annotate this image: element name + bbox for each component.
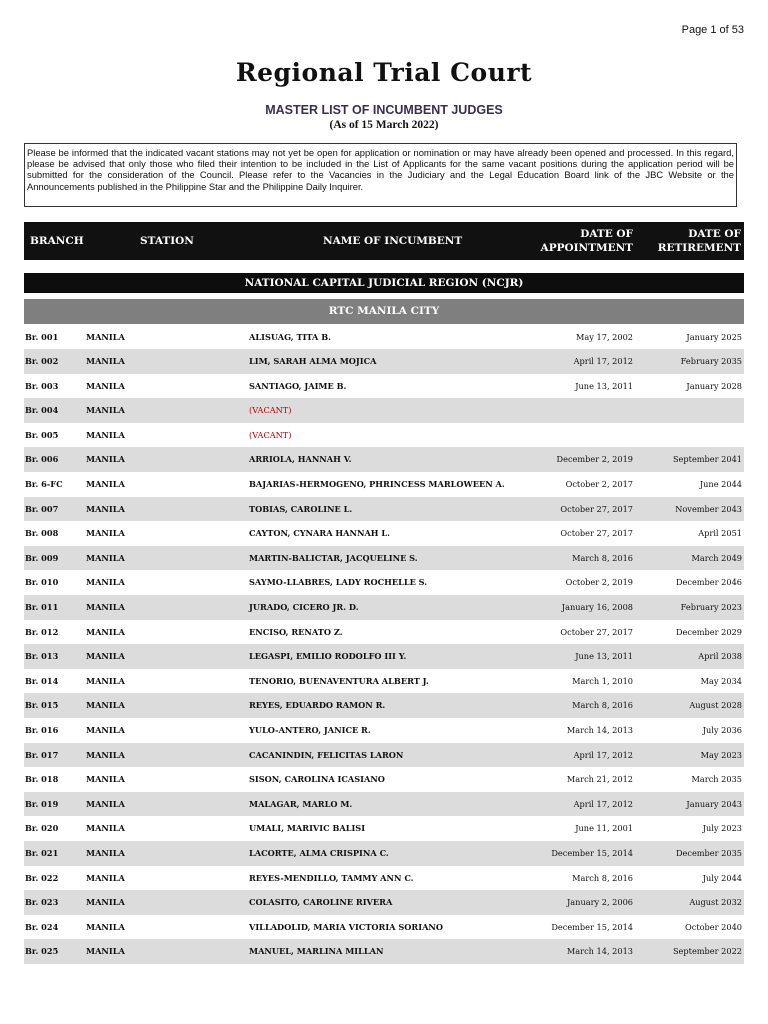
station-cell: MANILA xyxy=(86,921,125,932)
station-cell: MANILA xyxy=(86,651,125,662)
branch-cell: Br. 6-FC xyxy=(25,479,63,490)
table-row xyxy=(24,644,744,669)
retirement-date-cell: September 2041 xyxy=(672,454,742,465)
retirement-date-cell: December 2029 xyxy=(675,626,742,637)
appointment-date-cell: March 8, 2016 xyxy=(572,700,633,711)
retirement-date-cell: April 2051 xyxy=(698,528,742,539)
branch-cell: Br. 021 xyxy=(25,847,59,858)
incumbent-name-cell: VILLADOLID, MARIA VICTORIA SORIANO xyxy=(249,921,444,932)
incumbent-name-cell: CACANINDIN, FELICITAS LARON xyxy=(249,749,404,760)
table-row xyxy=(24,743,744,768)
subregion-heading: RTC MANILA CITY xyxy=(24,299,744,324)
retirement-date-cell: June 2044 xyxy=(699,479,742,490)
page-number: Page 1 of 53 xyxy=(681,24,744,36)
retirement-date-cell: July 2036 xyxy=(702,725,742,735)
incumbent-name-cell: LACORTE, ALMA CRISPINA C. xyxy=(249,847,389,858)
appointment-date-cell: December 2, 2019 xyxy=(556,454,633,465)
branch-cell: Br. 020 xyxy=(25,823,59,834)
retirement-date-cell: March 2049 xyxy=(691,552,742,563)
table-row xyxy=(24,792,744,817)
incumbent-name-cell: MANUEL, MARLINA MILLAN xyxy=(249,946,384,957)
table-row xyxy=(24,620,744,645)
table-row xyxy=(24,423,744,448)
table-row xyxy=(24,521,744,546)
station-cell: MANILA xyxy=(86,429,125,440)
station-cell: MANILA xyxy=(86,774,125,785)
station-cell: MANILA xyxy=(86,700,125,711)
branch-cell: Br. 010 xyxy=(25,577,59,588)
appointment-date-cell: April 17, 2012 xyxy=(573,749,633,760)
incumbent-name-cell: SAYMO-LLABRES, LADY ROCHELLE S. xyxy=(249,577,428,588)
appointment-date-cell: October 27, 2017 xyxy=(560,528,633,539)
branch-cell: Br. 008 xyxy=(25,528,59,539)
retirement-date-cell: February 2023 xyxy=(680,602,742,613)
incumbent-name-cell: ENCISO, RENATO Z. xyxy=(249,626,343,637)
table-row xyxy=(24,866,744,891)
appointment-date-cell: March 14, 2013 xyxy=(566,946,633,957)
table-row xyxy=(24,767,744,792)
document-subtitle: MASTER LIST OF INCUMBENT JUDGES xyxy=(265,103,503,117)
incumbent-name-cell: LEGASPI, EMILIO RODOLFO III Y. xyxy=(249,651,407,662)
appointment-date-cell: March 1, 2010 xyxy=(572,675,633,686)
document-title: Regional Trial Court xyxy=(235,58,533,87)
branch-cell: Br. 014 xyxy=(25,675,59,686)
branch-cell: Br. 005 xyxy=(25,429,59,440)
appointment-date-cell: January 16, 2008 xyxy=(561,602,633,613)
station-cell: MANILA xyxy=(86,798,125,809)
appointment-date-cell: December 15, 2014 xyxy=(551,921,633,932)
branch-cell: Br. 018 xyxy=(25,774,59,785)
incumbent-name-cell: SISON, CAROLINA ICASIANO xyxy=(249,774,385,785)
appointment-date-cell: October 27, 2017 xyxy=(560,626,633,637)
table-row xyxy=(24,693,744,718)
retirement-date-cell: April 2038 xyxy=(698,651,742,662)
table-row xyxy=(24,915,744,940)
table-row xyxy=(24,398,744,423)
retirement-date-cell: July 2023 xyxy=(702,823,742,834)
appointment-date-cell: June 11, 2001 xyxy=(575,823,633,834)
station-cell: MANILA xyxy=(86,847,125,858)
appointment-date-cell: January 2, 2006 xyxy=(567,897,633,908)
station-cell: MANILA xyxy=(86,405,125,416)
table-row xyxy=(24,939,744,964)
appointment-date-cell: December 15, 2014 xyxy=(551,847,633,858)
incumbent-name-cell: COLASITO, CAROLINE RIVERA xyxy=(249,897,393,908)
station-cell: MANILA xyxy=(86,528,125,539)
branch-cell: Br. 013 xyxy=(25,651,59,662)
branch-cell: Br. 006 xyxy=(25,454,59,465)
header-name: NAME OF INCUMBENT xyxy=(323,235,463,247)
judges-table-body xyxy=(24,325,744,964)
branch-cell: Br. 002 xyxy=(25,356,59,367)
retirement-date-cell: October 2040 xyxy=(685,921,742,932)
incumbent-name-cell: REYES-MENDILLO, TAMMY ANN C. xyxy=(249,872,414,883)
table-row xyxy=(24,718,744,743)
as-of-date: (As of 15 March 2022) xyxy=(329,119,439,131)
retirement-date-cell: July 2044 xyxy=(702,872,742,883)
station-cell: MANILA xyxy=(86,454,125,465)
retirement-date-cell: December 2035 xyxy=(675,847,742,858)
retirement-date-cell: March 2035 xyxy=(691,774,742,785)
retirement-date-cell: January 2043 xyxy=(686,798,742,809)
appointment-date-cell: March 14, 2013 xyxy=(566,725,633,735)
incumbent-name-cell: MALAGAR, MARLO M. xyxy=(249,798,353,809)
incumbent-name-cell: MARTIN-BALICTAR, JACQUELINE S. xyxy=(249,552,418,563)
incumbent-name-cell: YULO-ANTERO, JANICE R. xyxy=(249,725,371,735)
station-cell: MANILA xyxy=(86,479,125,490)
branch-cell: Br. 016 xyxy=(25,725,59,735)
retirement-date-cell: January 2028 xyxy=(686,380,742,391)
branch-cell: Br. 024 xyxy=(25,921,59,932)
station-cell: MANILA xyxy=(86,552,125,563)
branch-cell: Br. 017 xyxy=(25,749,59,760)
branch-cell: Br. 001 xyxy=(25,331,59,342)
station-cell: MANILA xyxy=(86,503,125,514)
appointment-date-cell: May 17, 2002 xyxy=(576,331,633,342)
table-row xyxy=(24,349,744,374)
branch-cell: Br. 009 xyxy=(25,552,59,563)
incumbent-name-cell: CAYTON, CYNARA HANNAH L. xyxy=(249,528,390,539)
incumbent-name-cell: ALISUAG, TITA B. xyxy=(249,331,332,342)
incumbent-name-cell: UMALI, MARIVIC BALISI xyxy=(249,823,366,834)
branch-cell: Br. 003 xyxy=(25,380,59,391)
branch-cell: Br. 019 xyxy=(25,798,59,809)
incumbent-name-cell: BAJARIAS-HERMOGENO, PHRINCESS MARLOWEEN A. xyxy=(249,479,505,490)
appointment-date-cell: March 8, 2016 xyxy=(572,872,633,883)
retirement-date-cell: January 2025 xyxy=(686,331,742,342)
table-header xyxy=(24,222,744,260)
header-appointment: DATE OF APPOINTMENT xyxy=(540,228,633,254)
branch-cell: Br. 022 xyxy=(25,872,59,883)
branch-cell: Br. 004 xyxy=(25,405,59,416)
notice-box: Please be informed that the indicated vacant stations may not yet be open for application or nomination or may have already been opened and processed. In this regard, please be advised that only those who filed their intention to be included in the List of Applicants for the same vacant positions during the application period will be submitted for the consideration of the Council. Please refer to the Vacancies in the Judiciary and the Legal Education Board link of the JBC Website or the Announcements published in the Philippine Star and the Philippine Daily Inquirer. xyxy=(24,143,737,207)
station-cell: MANILA xyxy=(86,725,125,735)
station-cell: MANILA xyxy=(86,675,125,686)
branch-cell: Br. 023 xyxy=(25,897,59,908)
station-cell: MANILA xyxy=(86,897,125,908)
table-row xyxy=(24,374,744,399)
header-retirement: DATE OF RETIREMENT xyxy=(657,228,741,254)
incumbent-name-cell: ARRIOLA, HANNAH V. xyxy=(249,454,352,465)
table-row xyxy=(24,570,744,595)
header-station: STATION xyxy=(140,235,194,247)
table-row xyxy=(24,325,744,350)
retirement-date-cell: September 2022 xyxy=(672,946,742,957)
table-row xyxy=(24,497,744,522)
table-row xyxy=(24,472,744,497)
retirement-date-cell: February 2035 xyxy=(680,356,742,367)
branch-cell: Br. 025 xyxy=(25,946,59,957)
station-cell: MANILA xyxy=(86,626,125,637)
station-cell: MANILA xyxy=(86,946,125,957)
appointment-date-cell: April 17, 2012 xyxy=(573,356,633,367)
table-row xyxy=(24,841,744,866)
appointment-date-cell: June 13, 2011 xyxy=(575,380,633,391)
station-cell: MANILA xyxy=(86,749,125,760)
retirement-date-cell: August 2032 xyxy=(689,897,742,908)
header-branch: BRANCH xyxy=(30,235,84,247)
table-row xyxy=(24,546,744,571)
retirement-date-cell: August 2028 xyxy=(689,700,742,711)
station-cell: MANILA xyxy=(86,577,125,588)
incumbent-name-cell: LIM, SARAH ALMA MOJICA xyxy=(249,356,377,367)
station-cell: MANILA xyxy=(86,602,125,613)
appointment-date-cell: October 2, 2019 xyxy=(565,577,633,588)
station-cell: MANILA xyxy=(86,331,125,342)
incumbent-name-cell: JURADO, CICERO JR. D. xyxy=(249,602,359,613)
appointment-date-cell: October 2, 2017 xyxy=(565,479,633,490)
incumbent-name-cell: REYES, EDUARDO RAMON R. xyxy=(249,700,386,711)
station-cell: MANILA xyxy=(86,823,125,834)
appointment-date-cell: March 8, 2016 xyxy=(572,552,633,563)
retirement-date-cell: May 2023 xyxy=(700,749,742,760)
branch-cell: Br. 011 xyxy=(25,602,59,613)
incumbent-name-cell: (VACANT) xyxy=(249,429,292,440)
retirement-date-cell: November 2043 xyxy=(675,503,742,514)
branch-cell: Br. 007 xyxy=(25,503,59,514)
retirement-date-cell: May 2034 xyxy=(700,675,742,686)
station-cell: MANILA xyxy=(86,380,125,391)
retirement-date-cell: December 2046 xyxy=(675,577,742,588)
incumbent-name-cell: (VACANT) xyxy=(249,405,292,416)
table-row xyxy=(24,669,744,694)
branch-cell: Br. 012 xyxy=(25,626,59,637)
station-cell: MANILA xyxy=(86,356,125,367)
incumbent-name-cell: TOBIAS, CAROLINE L. xyxy=(249,503,353,514)
appointment-date-cell: June 13, 2011 xyxy=(575,651,633,662)
appointment-date-cell: April 17, 2012 xyxy=(573,798,633,809)
incumbent-name-cell: TENORIO, BUENAVENTURA ALBERT J. xyxy=(249,675,429,686)
appointment-date-cell: March 21, 2012 xyxy=(566,774,633,785)
table-row xyxy=(24,447,744,472)
table-row xyxy=(24,595,744,620)
station-cell: MANILA xyxy=(86,872,125,883)
incumbent-name-cell: SANTIAGO, JAIME B. xyxy=(249,380,347,391)
branch-cell: Br. 015 xyxy=(25,700,59,711)
region-heading: NATIONAL CAPITAL JUDICIAL REGION (NCJR) xyxy=(24,273,744,293)
table-row xyxy=(24,890,744,915)
table-row xyxy=(24,816,744,841)
appointment-date-cell: October 27, 2017 xyxy=(560,503,633,514)
